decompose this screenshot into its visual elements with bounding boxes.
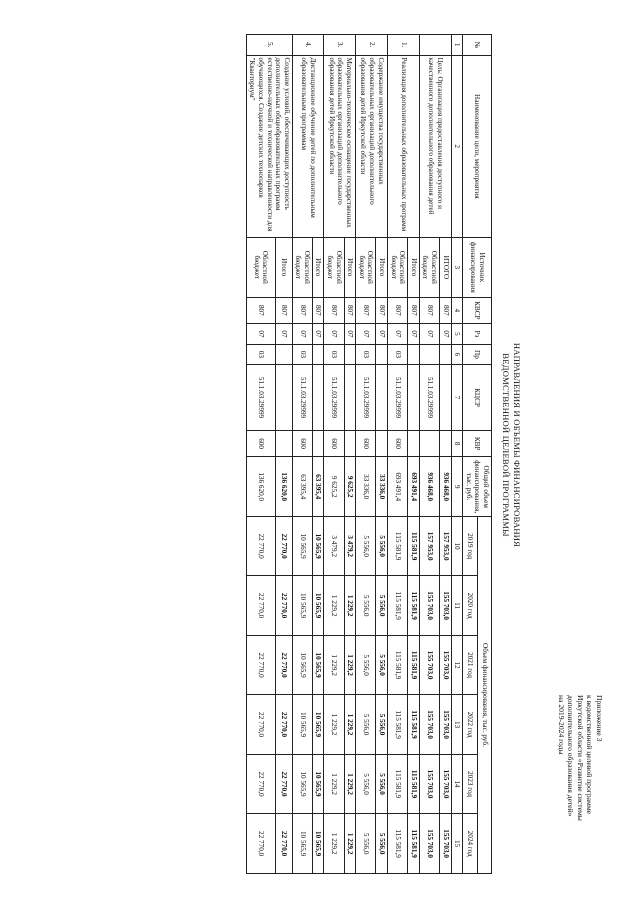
row-kcsr: 51.1.03.29999	[388, 365, 408, 431]
row-kvr	[440, 430, 452, 457]
row-kvsr: 807	[324, 297, 344, 324]
row-num	[419, 35, 451, 56]
row-year-value: 155 703,0	[419, 814, 439, 874]
row-year-value: 10 565,9	[312, 695, 324, 754]
row-year-value: 5 556,0	[356, 635, 376, 694]
row-kcsr	[408, 365, 420, 431]
row-year-value: 22 770,0	[275, 754, 292, 813]
appendix-line: Приложение 3	[595, 695, 604, 742]
row-pr	[275, 344, 292, 365]
row-rz: 07	[292, 324, 312, 345]
row-year-value: 155 703,0	[440, 754, 452, 813]
row-year-value: 22 770,0	[246, 695, 275, 754]
appendix-note	[556, 695, 604, 890]
row-source: Итого	[275, 238, 292, 297]
row-pr	[440, 344, 452, 365]
col-header-year: 2020 год	[463, 576, 477, 635]
row-pr	[408, 344, 420, 365]
row-kvr	[408, 430, 420, 457]
row-kvr: 600	[388, 430, 408, 457]
row-source: Областной бюджет	[419, 238, 439, 297]
row-kvr: 600	[292, 430, 312, 457]
row-rz: 07	[408, 324, 420, 345]
row-total: 136 620,0	[246, 457, 275, 516]
row-num: 1.	[388, 35, 420, 56]
row-year-value: 1 229,2	[324, 635, 344, 694]
row-year-value: 10 565,9	[312, 814, 324, 874]
row-year-value: 1 229,2	[344, 814, 356, 874]
row-kvr: 600	[246, 430, 275, 457]
row-year-value: 1 229,2	[324, 754, 344, 813]
items-body	[246, 35, 419, 874]
index-cell: 10	[451, 516, 463, 575]
row-year-value: 157 953,0	[419, 516, 439, 575]
row-kvsr: 807	[344, 297, 356, 324]
row-kvr	[344, 430, 356, 457]
row-pr	[376, 344, 388, 365]
row-year-value: 115 581,9	[408, 814, 420, 874]
row-kcsr: 51.1.03.29999	[292, 365, 312, 431]
table-row	[376, 35, 388, 874]
measure-name: Реализация дополнительных образовательных программ	[388, 55, 420, 238]
table-row	[344, 35, 356, 874]
row-source: Областной бюджет	[388, 238, 408, 297]
row-year-value: 115 581,9	[388, 635, 408, 694]
index-cell: 9	[451, 457, 463, 516]
col-header-year: 2023 год	[463, 754, 477, 813]
row-total: 936 468,0	[440, 457, 452, 516]
title-line: ВЕДОМСТВЕННОЙ ЦЕЛЕВОЙ ПРОГРАММЫ	[501, 353, 511, 537]
row-kvsr: 807	[275, 297, 292, 324]
row-kvsr: 807	[388, 297, 408, 324]
index-cell: 15	[451, 814, 463, 874]
col-header-kvr: КВР	[463, 430, 492, 457]
row-year-value: 1 229,2	[344, 576, 356, 635]
row-year-value: 22 770,0	[275, 516, 292, 575]
row-kcsr	[344, 365, 356, 431]
row-year-value: 3 479,2	[324, 516, 344, 575]
row-year-value: 10 565,9	[312, 576, 324, 635]
col-header-group: Объем финансирования, тыс. руб.	[477, 516, 491, 873]
row-rz: 07	[388, 324, 408, 345]
col-header-year: 2019 год	[463, 516, 477, 575]
row-pr: 03	[246, 344, 275, 365]
index-cell: 8	[451, 430, 463, 457]
row-year-value: 155 703,0	[419, 576, 439, 635]
index-cell: 4	[451, 297, 463, 324]
row-kvr	[419, 430, 439, 457]
row-kvr	[312, 430, 324, 457]
row-year-value: 155 703,0	[440, 814, 452, 874]
row-year-value: 22 770,0	[246, 576, 275, 635]
row-year-value: 155 703,0	[419, 635, 439, 694]
row-year-value: 10 565,9	[292, 635, 312, 694]
row-year-value: 10 565,9	[292, 516, 312, 575]
row-kcsr: 51.1.03.29999	[246, 365, 275, 431]
row-pr: 03	[388, 344, 408, 365]
row-kcsr	[312, 365, 324, 431]
row-year-value: 5 556,0	[356, 576, 376, 635]
row-total: 936 468,0	[419, 457, 439, 516]
appendix-line: на 2019-2024 годы	[556, 695, 566, 755]
row-year-value: 5 556,0	[376, 516, 388, 575]
row-total: 33 336,0	[356, 457, 376, 516]
row-year-value: 5 556,0	[356, 516, 376, 575]
measure-name: Материально-техническое оснащение государственных образовательных организаций дополнительного образования детей Иркутской области	[324, 55, 356, 238]
row-kvr	[376, 430, 388, 457]
row-year-value: 115 581,9	[388, 695, 408, 754]
row-source: Итого	[408, 238, 420, 297]
row-year-value: 1 229,2	[324, 814, 344, 874]
row-year-value: 115 581,9	[408, 754, 420, 813]
row-source: Областной бюджет	[246, 238, 275, 297]
financing-table	[246, 34, 492, 874]
col-header-total: Общий объем финансирования, тыс. руб.	[463, 457, 492, 516]
row-year-value: 115 581,9	[408, 695, 420, 754]
appendix-line: к ведомственной целевой программе	[585, 695, 595, 815]
row-kvsr: 807	[440, 297, 452, 324]
row-rz: 07	[376, 324, 388, 345]
row-kvsr: 807	[356, 297, 376, 324]
index-cell: 2	[451, 55, 463, 238]
col-header-kvsr: КВСР	[463, 297, 492, 324]
row-num: 4.	[292, 35, 324, 56]
row-pr	[312, 344, 324, 365]
row-kvr: 600	[356, 430, 376, 457]
title-line: НАПРАВЛЕНИЯ И ОБЪЕМЫ ФИНАНСИРОВАНИЯ	[512, 342, 522, 548]
col-header-year: 2024 год	[463, 814, 477, 874]
row-year-value: 10 565,9	[292, 576, 312, 635]
col-header-pr: Пр	[463, 344, 492, 365]
row-total: 63 395,4	[292, 457, 312, 516]
row-year-value: 10 565,9	[312, 516, 324, 575]
index-cell: 5	[451, 324, 463, 345]
row-kvsr: 807	[312, 297, 324, 324]
row-year-value: 115 581,9	[388, 814, 408, 874]
row-year-value: 5 556,0	[356, 814, 376, 874]
row-rz: 07	[419, 324, 439, 345]
row-pr	[344, 344, 356, 365]
row-year-value: 10 565,9	[292, 695, 312, 754]
row-total: 693 491,4	[388, 457, 408, 516]
row-kvsr: 807	[246, 297, 275, 324]
row-year-value: 5 556,0	[356, 754, 376, 813]
row-year-value: 155 703,0	[419, 754, 439, 813]
row-source: ИТОГО	[440, 238, 452, 297]
row-year-value: 5 556,0	[356, 695, 376, 754]
row-year-value: 22 770,0	[246, 516, 275, 575]
index-cell: 7	[451, 365, 463, 431]
col-header-rz: Рз	[463, 324, 492, 345]
row-year-value: 1 229,2	[344, 635, 356, 694]
row-rz: 07	[344, 324, 356, 345]
row-kvsr: 807	[419, 297, 439, 324]
row-year-value: 115 581,9	[388, 754, 408, 813]
row-rz: 07	[312, 324, 324, 345]
table-row	[312, 35, 324, 874]
row-year-value: 10 565,9	[312, 635, 324, 694]
row-year-value: 10 565,9	[292, 754, 312, 813]
row-year-value: 115 581,9	[388, 516, 408, 575]
row-pr: 03	[292, 344, 312, 365]
index-cell: 14	[451, 754, 463, 813]
row-rz: 07	[246, 324, 275, 345]
row-year-value: 1 229,2	[344, 695, 356, 754]
row-year-value: 115 581,9	[408, 576, 420, 635]
appendix-line: Иркутской области «Развитие системы	[575, 695, 585, 821]
table-body	[419, 35, 451, 874]
appendix-line: дополнительного образования детей»	[566, 695, 576, 817]
measure-name: Создание условий, обеспечивающих доступность дополнительных общеобразовательных программ естественно-научной и технической направленности для обучающихся. Создание детских технопарков "Кванториум"	[246, 55, 292, 238]
row-rz: 07	[275, 324, 292, 345]
row-kvsr: 807	[376, 297, 388, 324]
row-source: Областной бюджет	[324, 238, 344, 297]
goal-name: Цель: Организация предоставления доступного и качественного дополнительного образования детей	[419, 55, 451, 238]
row-num: 2.	[356, 35, 388, 56]
row-year-value: 3 479,2	[344, 516, 356, 575]
index-cell: 3	[451, 238, 463, 297]
row-pr: 03	[324, 344, 344, 365]
row-year-value: 22 770,0	[275, 635, 292, 694]
row-kvsr: 807	[292, 297, 312, 324]
row-num: 3.	[324, 35, 356, 56]
row-year-value: 10 565,9	[292, 814, 312, 874]
row-year-value: 5 556,0	[376, 695, 388, 754]
row-total: 9 625,2	[344, 457, 356, 516]
row-total: 9 625,2	[324, 457, 344, 516]
col-header-kcsr: КЦСР	[463, 365, 492, 431]
index-cell: 12	[451, 635, 463, 694]
index-cell: 11	[451, 576, 463, 635]
row-year-value: 5 556,0	[376, 814, 388, 874]
measure-name: Содержание имущества государственных образовательных организаций дополнительного образования детей Иркутской области	[356, 55, 388, 238]
row-kcsr	[440, 365, 452, 431]
row-year-value: 155 703,0	[440, 635, 452, 694]
row-kvsr: 807	[408, 297, 420, 324]
row-year-value: 22 770,0	[246, 635, 275, 694]
row-year-value: 155 703,0	[419, 695, 439, 754]
row-source: Итого	[344, 238, 356, 297]
row-total: 63 395,4	[312, 457, 324, 516]
row-year-value: 5 556,0	[376, 754, 388, 813]
row-source: Итого	[376, 238, 388, 297]
row-source: Областной бюджет	[292, 238, 312, 297]
row-year-value: 5 556,0	[376, 635, 388, 694]
row-total: 693 491,4	[408, 457, 420, 516]
index-row	[451, 35, 463, 874]
row-year-value: 1 229,2	[344, 754, 356, 813]
col-header-num: №	[463, 35, 492, 56]
col-header-year: 2022 год	[463, 695, 477, 754]
row-rz: 07	[324, 324, 344, 345]
row-year-value: 115 581,9	[408, 635, 420, 694]
row-total: 136 620,0	[275, 457, 292, 516]
row-year-value: 22 770,0	[275, 695, 292, 754]
row-rz: 07	[440, 324, 452, 345]
row-year-value: 155 703,0	[440, 695, 452, 754]
row-year-value: 22 770,0	[246, 754, 275, 813]
row-year-value: 22 770,0	[275, 576, 292, 635]
index-cell: 1	[451, 35, 463, 56]
row-pr	[419, 344, 439, 365]
row-year-value: 10 565,9	[312, 754, 324, 813]
header-row	[477, 35, 491, 874]
row-kcsr: 51.1.03.29999	[356, 365, 376, 431]
col-header-name: Наименование цели, мероприятия	[463, 55, 492, 238]
row-num: 5.	[246, 35, 292, 56]
row-kcsr: 51.1.03.29999	[324, 365, 344, 431]
document-title	[500, 240, 522, 650]
col-header-year: 2021 год	[463, 635, 477, 694]
index-cell: 6	[451, 344, 463, 365]
row-kvr	[275, 430, 292, 457]
row-kvr: 600	[324, 430, 344, 457]
row-kcsr	[376, 365, 388, 431]
row-source: Итого	[312, 238, 324, 297]
row-kcsr: 51.1.03.29999	[419, 365, 439, 431]
index-cell: 13	[451, 695, 463, 754]
row-total: 33 336,0	[376, 457, 388, 516]
table-row	[275, 35, 292, 874]
measure-name: Дистанционное обучение детей по дополнительным образовательным программам	[292, 55, 324, 238]
row-year-value: 22 770,0	[275, 814, 292, 874]
row-kcsr	[275, 365, 292, 431]
col-header-source: Источник финансирования	[463, 238, 492, 297]
row-year-value: 155 703,0	[440, 576, 452, 635]
row-year-value: 115 581,9	[388, 576, 408, 635]
row-year-value: 5 556,0	[376, 576, 388, 635]
row-year-value: 157 953,0	[440, 516, 452, 575]
row-year-value: 1 229,2	[324, 576, 344, 635]
table-row	[440, 35, 452, 874]
row-year-value: 22 770,0	[246, 814, 275, 874]
row-source: Областной бюджет	[356, 238, 376, 297]
row-pr: 03	[356, 344, 376, 365]
row-year-value: 1 229,2	[324, 695, 344, 754]
table-row	[408, 35, 420, 874]
row-year-value: 115 581,9	[408, 516, 420, 575]
row-rz: 07	[356, 324, 376, 345]
